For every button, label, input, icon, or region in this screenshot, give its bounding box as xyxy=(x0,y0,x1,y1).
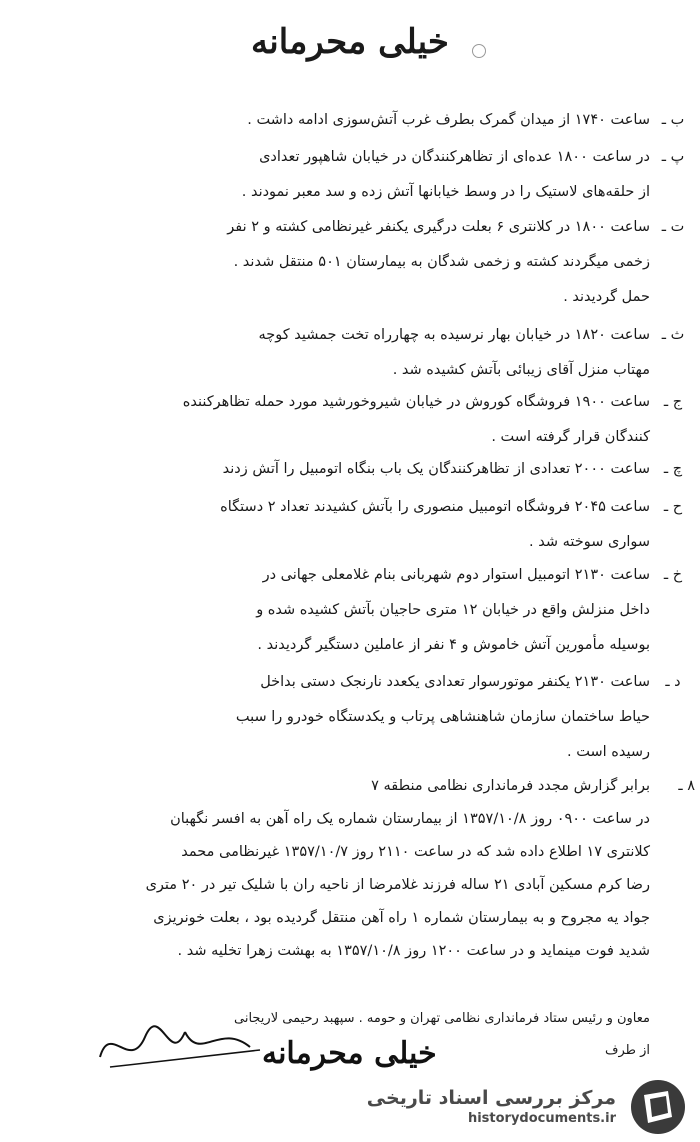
item-line: ساعت ۱۹۰۰ فروشگاه کوروش در خیابان شیروخورشید مورد حمله تظاهرکننده xyxy=(182,394,650,410)
section-8 xyxy=(145,770,695,968)
item-label: ب ـ xyxy=(661,112,685,128)
item-line: ساعت ۱۸۰۰ در کلانتری ۶ بعلت درگیری یکنفر غیرنظامی کشته و ۲ نفر xyxy=(227,219,650,235)
item-line: ساعت ۲۰۰۰ تعدادی از تظاهرکنندگان یک باب بنگاه اتومبیل را آتش زدند xyxy=(222,461,650,477)
document-title: خیلی محرمانه xyxy=(251,22,449,62)
document-item xyxy=(241,140,685,210)
item-line: سواری سوخته شد . xyxy=(529,534,650,550)
document-item xyxy=(222,452,683,487)
item-line: مهتاب منزل آقای زیبائی بآتش کشیده شد . xyxy=(392,362,650,378)
document-item xyxy=(182,385,683,455)
item-label: ت ـ xyxy=(661,219,685,235)
signature-on-behalf: از طرف xyxy=(604,1043,650,1058)
item-line: حیاط ساختمان سازمان شاهنشاهی پرتاب و یکدستگاه خودرو را سبب xyxy=(235,709,650,725)
item-label: ث ـ xyxy=(661,327,685,343)
section-line: در ساعت ۰۹۰۰ روز ۱۳۵۷/۱۰/۸ از بیمارستان شماره یک راه آهن به افسر نگهبان xyxy=(170,811,650,827)
item-line: ساعت ۲۱۳۰ اتومبیل استوار دوم شهربانی بنام غلامعلی جهانی در xyxy=(262,567,650,583)
item-line: ساعت ۲۱۳۰ یکنفر موتورسوار تعدادی یکعدد نارنجک دستی بداخل xyxy=(260,674,650,690)
section-line: کلانتری ۱۷ اطلاع داده شد که در ساعت ۲۱۱۰ روز ۱۳۵۷/۱۰/۷ غیرنظامی محمد xyxy=(181,844,650,860)
section-line: رضا کرم مسکین آبادی ۲۱ ساله فرزند غلامرضا از ناحیه ران با شلیک تیر در ۲۰ متری xyxy=(145,877,650,893)
item-line: ساعت ۱۸۲۰ در خیابان بهار نرسیده به چهارراه تخت جمشید کوچه xyxy=(258,327,650,343)
item-line: کنندگان قرار گرفته است . xyxy=(491,429,650,445)
item-line: زخمی میگردند کشته و زخمی شدگان به بیمارستان ۵۰۱ منتقل شدند . xyxy=(233,254,650,270)
handwritten-signature xyxy=(90,1012,270,1082)
footer-website: historydocuments.ir xyxy=(467,1111,616,1126)
footer-org-name: مرکز بررسی اسناد تاریخی xyxy=(366,1087,616,1109)
document-item xyxy=(258,318,685,388)
document-item xyxy=(235,665,681,770)
section-line: جواد یه مجروح و به بیمارستان شماره ۱ راه آهن منتقل گردیده بود ، بعلت خونریزی xyxy=(153,910,650,926)
item-line: رسیده است . xyxy=(567,744,650,760)
item-label: ج ـ xyxy=(663,394,683,410)
item-line: بوسیله مأمورین آتش خاموش و ۴ نفر از عاملین دستگیر گردیدند . xyxy=(257,637,650,653)
item-line: از حلقه‌های لاستیک را در وسط خیابانها آتش زده و سد معبر نمودند . xyxy=(241,184,650,200)
item-line: داخل منزلش واقع در خیابان ۱۲ متری حاجیان بآتش کشیده شده و xyxy=(256,602,650,618)
footer-watermark xyxy=(363,1085,620,1128)
item-line: ساعت ۲۰۴۵ فروشگاه اتومبیل منصوری را بآتش کشیدند تعداد ۲ دستگاه xyxy=(220,499,650,515)
item-line: ساعت ۱۷۴۰ از میدان گمرک بطرف غرب آتش‌سوزی ادامه داشت . xyxy=(247,112,650,128)
item-label: پ ـ xyxy=(661,149,685,165)
classification-stamp: خیلی محرمانه xyxy=(262,1036,437,1071)
document-item xyxy=(220,490,683,560)
section-line: شدید فوت مینماید و در ساعت ۱۲۰۰ روز ۱۳۵۷/۱۰/۸ به بهشت زهرا تخلیه شد . xyxy=(177,943,650,959)
document-item xyxy=(256,558,683,663)
item-label: خ ـ xyxy=(663,567,683,583)
item-label: ح ـ xyxy=(663,499,683,515)
section-body xyxy=(146,803,650,968)
archive-logo-icon xyxy=(628,1077,688,1137)
item-line: حمل گردیدند . xyxy=(563,289,650,305)
signature-title: معاون و رئیس ستاد فرمانداری نظامی تهران و حومه . سپهبد رحیمی لاریجانی xyxy=(234,1011,650,1026)
item-label: چ ـ xyxy=(663,461,683,477)
section-number: ۸ ـ xyxy=(678,778,695,794)
document-item xyxy=(227,210,685,315)
item-label: د ـ xyxy=(665,674,681,690)
section-heading: برابر گزارش مجدد فرمانداری نظامی منطقه ۷ xyxy=(371,778,650,794)
document-item xyxy=(247,103,685,138)
item-line: در ساعت ۱۸۰۰ عده‌ای از تظاهرکنندگان در خیابان شاهپور تعدادی xyxy=(259,149,650,165)
